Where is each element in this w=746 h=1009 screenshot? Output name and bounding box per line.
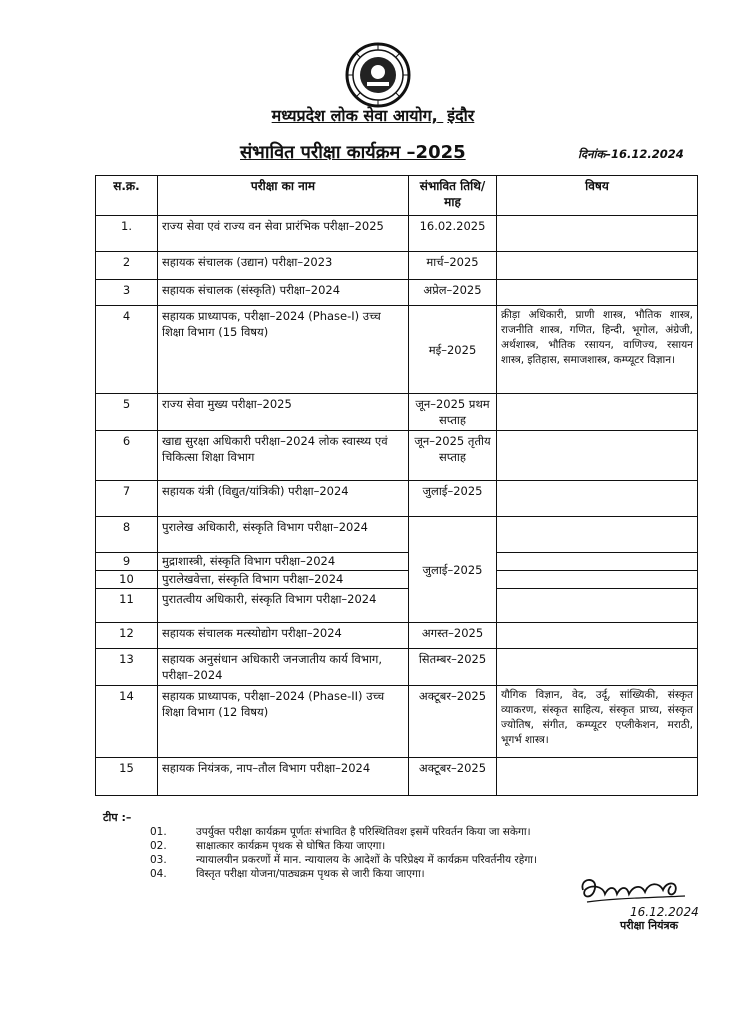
row-subjects [497, 252, 698, 280]
row-exam-name: सहायक संचालक (उद्यान) परीक्षा–2023 [158, 252, 409, 280]
row-subjects [497, 553, 698, 571]
row-sn: 15 [96, 758, 158, 796]
row-exam-name: राज्य सेवा मुख्य परीक्षा–2025 [158, 394, 409, 431]
row-subjects [497, 216, 698, 252]
row-exam-name: पुरालेख अधिकारी, संस्कृति विभाग परीक्षा–2024 [158, 517, 409, 553]
row-exam-name: सहायक यंत्री (विद्युत/यांत्रिकी) परीक्षा–2024 [158, 481, 409, 517]
table-row [96, 306, 698, 394]
row-subjects [497, 481, 698, 517]
note-number: 01. [150, 826, 167, 838]
table-row [96, 686, 698, 758]
row-subjects [497, 517, 698, 553]
row-exam-name: मुद्राशास्त्री, संस्कृति विभाग परीक्षा–2024 [158, 553, 409, 571]
org-name: मध्यप्रदेश लोक सेवा आयोग, [271, 106, 438, 125]
row-sn: 11 [96, 589, 158, 623]
row-subjects [497, 394, 698, 431]
table-row [96, 571, 698, 589]
note-number: 04. [150, 868, 167, 880]
org-city: इंदौर [447, 106, 475, 125]
exam-schedule-table [95, 175, 698, 796]
row-sn: 2 [96, 252, 158, 280]
row-exam-name: सहायक प्राध्यापक, परीक्षा–2024 (Phase-I) उच्च शिक्षा विभाग (15 विषय) [158, 306, 409, 394]
row-exam-name: पुरातत्वीय अधिकारी, संस्कृति विभाग परीक्षा–2024 [158, 589, 409, 623]
note-item [150, 853, 537, 867]
table-row [96, 394, 698, 431]
row-sn: 8 [96, 517, 158, 553]
row-exam-name: सहायक संचालक (संस्कृति) परीक्षा–2024 [158, 280, 409, 306]
notes-title: टीप :– [103, 811, 132, 824]
note-text: न्यायालयीन प्रकरणों में मान. न्यायालय के आदेशों के परिप्रेक्ष्य में कार्यक्रम परिवर्तनीय रहेगा। [196, 854, 537, 866]
col-header-exam-name: परीक्षा का नाम [158, 176, 409, 216]
note-number: 02. [150, 840, 167, 852]
row-subjects [497, 589, 698, 623]
table-row [96, 481, 698, 517]
row-exam-name: सहायक नियंत्रक, नाप–तौल विभाग परीक्षा–2024 [158, 758, 409, 796]
mppsc-seal-icon [345, 42, 411, 108]
row-sn: 5 [96, 394, 158, 431]
row-sn: 10 [96, 571, 158, 589]
table-row [96, 431, 698, 481]
row-subjects [497, 758, 698, 796]
table-row [96, 649, 698, 686]
note-text: उपर्युक्त परीक्षा कार्यक्रम पूर्णतः संभावित है परिस्थितिवश इसमें परिवर्तन किया जा सकेगा। [196, 826, 531, 838]
notes-list [150, 825, 537, 881]
row-sn: 9 [96, 553, 158, 571]
row-sn: 14 [96, 686, 158, 758]
row-subjects [497, 571, 698, 589]
col-header-subjects: विषय [497, 176, 698, 216]
table-header-row [96, 176, 698, 216]
table-row [96, 623, 698, 649]
row-exam-name: खाद्य सुरक्षा अधिकारी परीक्षा–2024 लोक स्वास्थ्य एवं चिकित्सा शिक्षा विभाग [158, 431, 409, 481]
row-date: सितम्बर–2025 [409, 649, 497, 686]
row-sn: 13 [96, 649, 158, 686]
table-row [96, 589, 698, 623]
row-subjects [497, 431, 698, 481]
schedule-title: संभावित परीक्षा कार्यक्रम –2025 [240, 142, 466, 163]
col-header-sn: स.क्र. [96, 176, 158, 216]
row-date: अगस्त–2025 [409, 623, 497, 649]
row-date: अप्रेल–2025 [409, 280, 497, 306]
note-text: साक्षात्कार कार्यक्रम पृथक से घोषित किया जाएगा। [196, 840, 386, 852]
row-date: जून–2025 तृतीय सप्ताह [409, 431, 497, 481]
row-date: जुलाई–2025 [409, 481, 497, 517]
row-date: मार्च–2025 [409, 252, 497, 280]
table-row [96, 758, 698, 796]
note-item [150, 839, 537, 853]
signatory-designation: परीक्षा नियंत्रक [620, 919, 679, 932]
row-date: अक्टूबर–2025 [409, 758, 497, 796]
table-row [96, 252, 698, 280]
note-item [150, 825, 537, 839]
row-subjects [497, 623, 698, 649]
row-exam-name: पुरालेखवेत्ता, संस्कृति विभाग परीक्षा–2024 [158, 571, 409, 589]
row-sn: 12 [96, 623, 158, 649]
row-date: अक्टूबर–2025 [409, 686, 497, 758]
row-sn: 1. [96, 216, 158, 252]
table-row [96, 280, 698, 306]
table-row [96, 517, 698, 553]
row-sn: 7 [96, 481, 158, 517]
note-item [150, 867, 537, 881]
issue-date: दिनांक–16.12.2024 [578, 147, 684, 161]
row-subjects [497, 649, 698, 686]
row-date-merged: जुलाई–2025 [409, 517, 497, 623]
row-exam-name: सहायक प्राध्यापक, परीक्षा–2024 (Phase-II) उच्च शिक्षा विभाग (12 विषय) [158, 686, 409, 758]
row-exam-name: सहायक अनुसंधान अधिकारी जनजातीय कार्य विभाग, परीक्षा–2024 [158, 649, 409, 686]
row-sn: 6 [96, 431, 158, 481]
row-exam-name: सहायक संचालक मत्स्योद्योग परीक्षा–2024 [158, 623, 409, 649]
row-subjects: क्रीड़ा अधिकारी, प्राणी शास्त्र, भौतिक शास्त्र, राजनीति शास्त्र, गणित, हिन्दी, भूगोल, अंग्रेजी, अर्थशास्त्र, भौतिक रसायन, वाणिज्य, रसायन शास्त्र, इतिहास, समाजशास्त्र, कम्प्यूटर विज्ञान। [497, 306, 698, 394]
table-row [96, 216, 698, 252]
org-title [0, 104, 746, 126]
row-date: जून–2025 प्रथम सप्ताह [409, 394, 497, 431]
row-sn: 4 [96, 306, 158, 394]
row-sn: 3 [96, 280, 158, 306]
table-row [96, 553, 698, 571]
note-number: 03. [150, 854, 167, 866]
row-date: मई–2025 [409, 306, 497, 394]
row-subjects [497, 280, 698, 306]
row-subjects: यौगिक विज्ञान, वेद, उर्दू, सांख्यिकी, संस्कृत व्याकरण, संस्कृत साहित्य, संस्कृत प्राच्य, संस्कृत ज्योतिष, संगीत, कम्प्यूटर एप्लीकेशन, मराठी, भूगर्भ शास्त्र। [497, 686, 698, 758]
row-date: 16.02.2025 [409, 216, 497, 252]
row-exam-name: राज्य सेवा एवं राज्य वन सेवा प्रारंभिक परीक्षा–2025 [158, 216, 409, 252]
col-header-date: संभावित तिथि/माह [409, 176, 497, 216]
note-text: विस्तृत परीक्षा योजना/पाठ्यक्रम पृथक से जारी किया जाएगा। [196, 868, 425, 880]
signature-date: 16.12.2024 [630, 905, 699, 919]
